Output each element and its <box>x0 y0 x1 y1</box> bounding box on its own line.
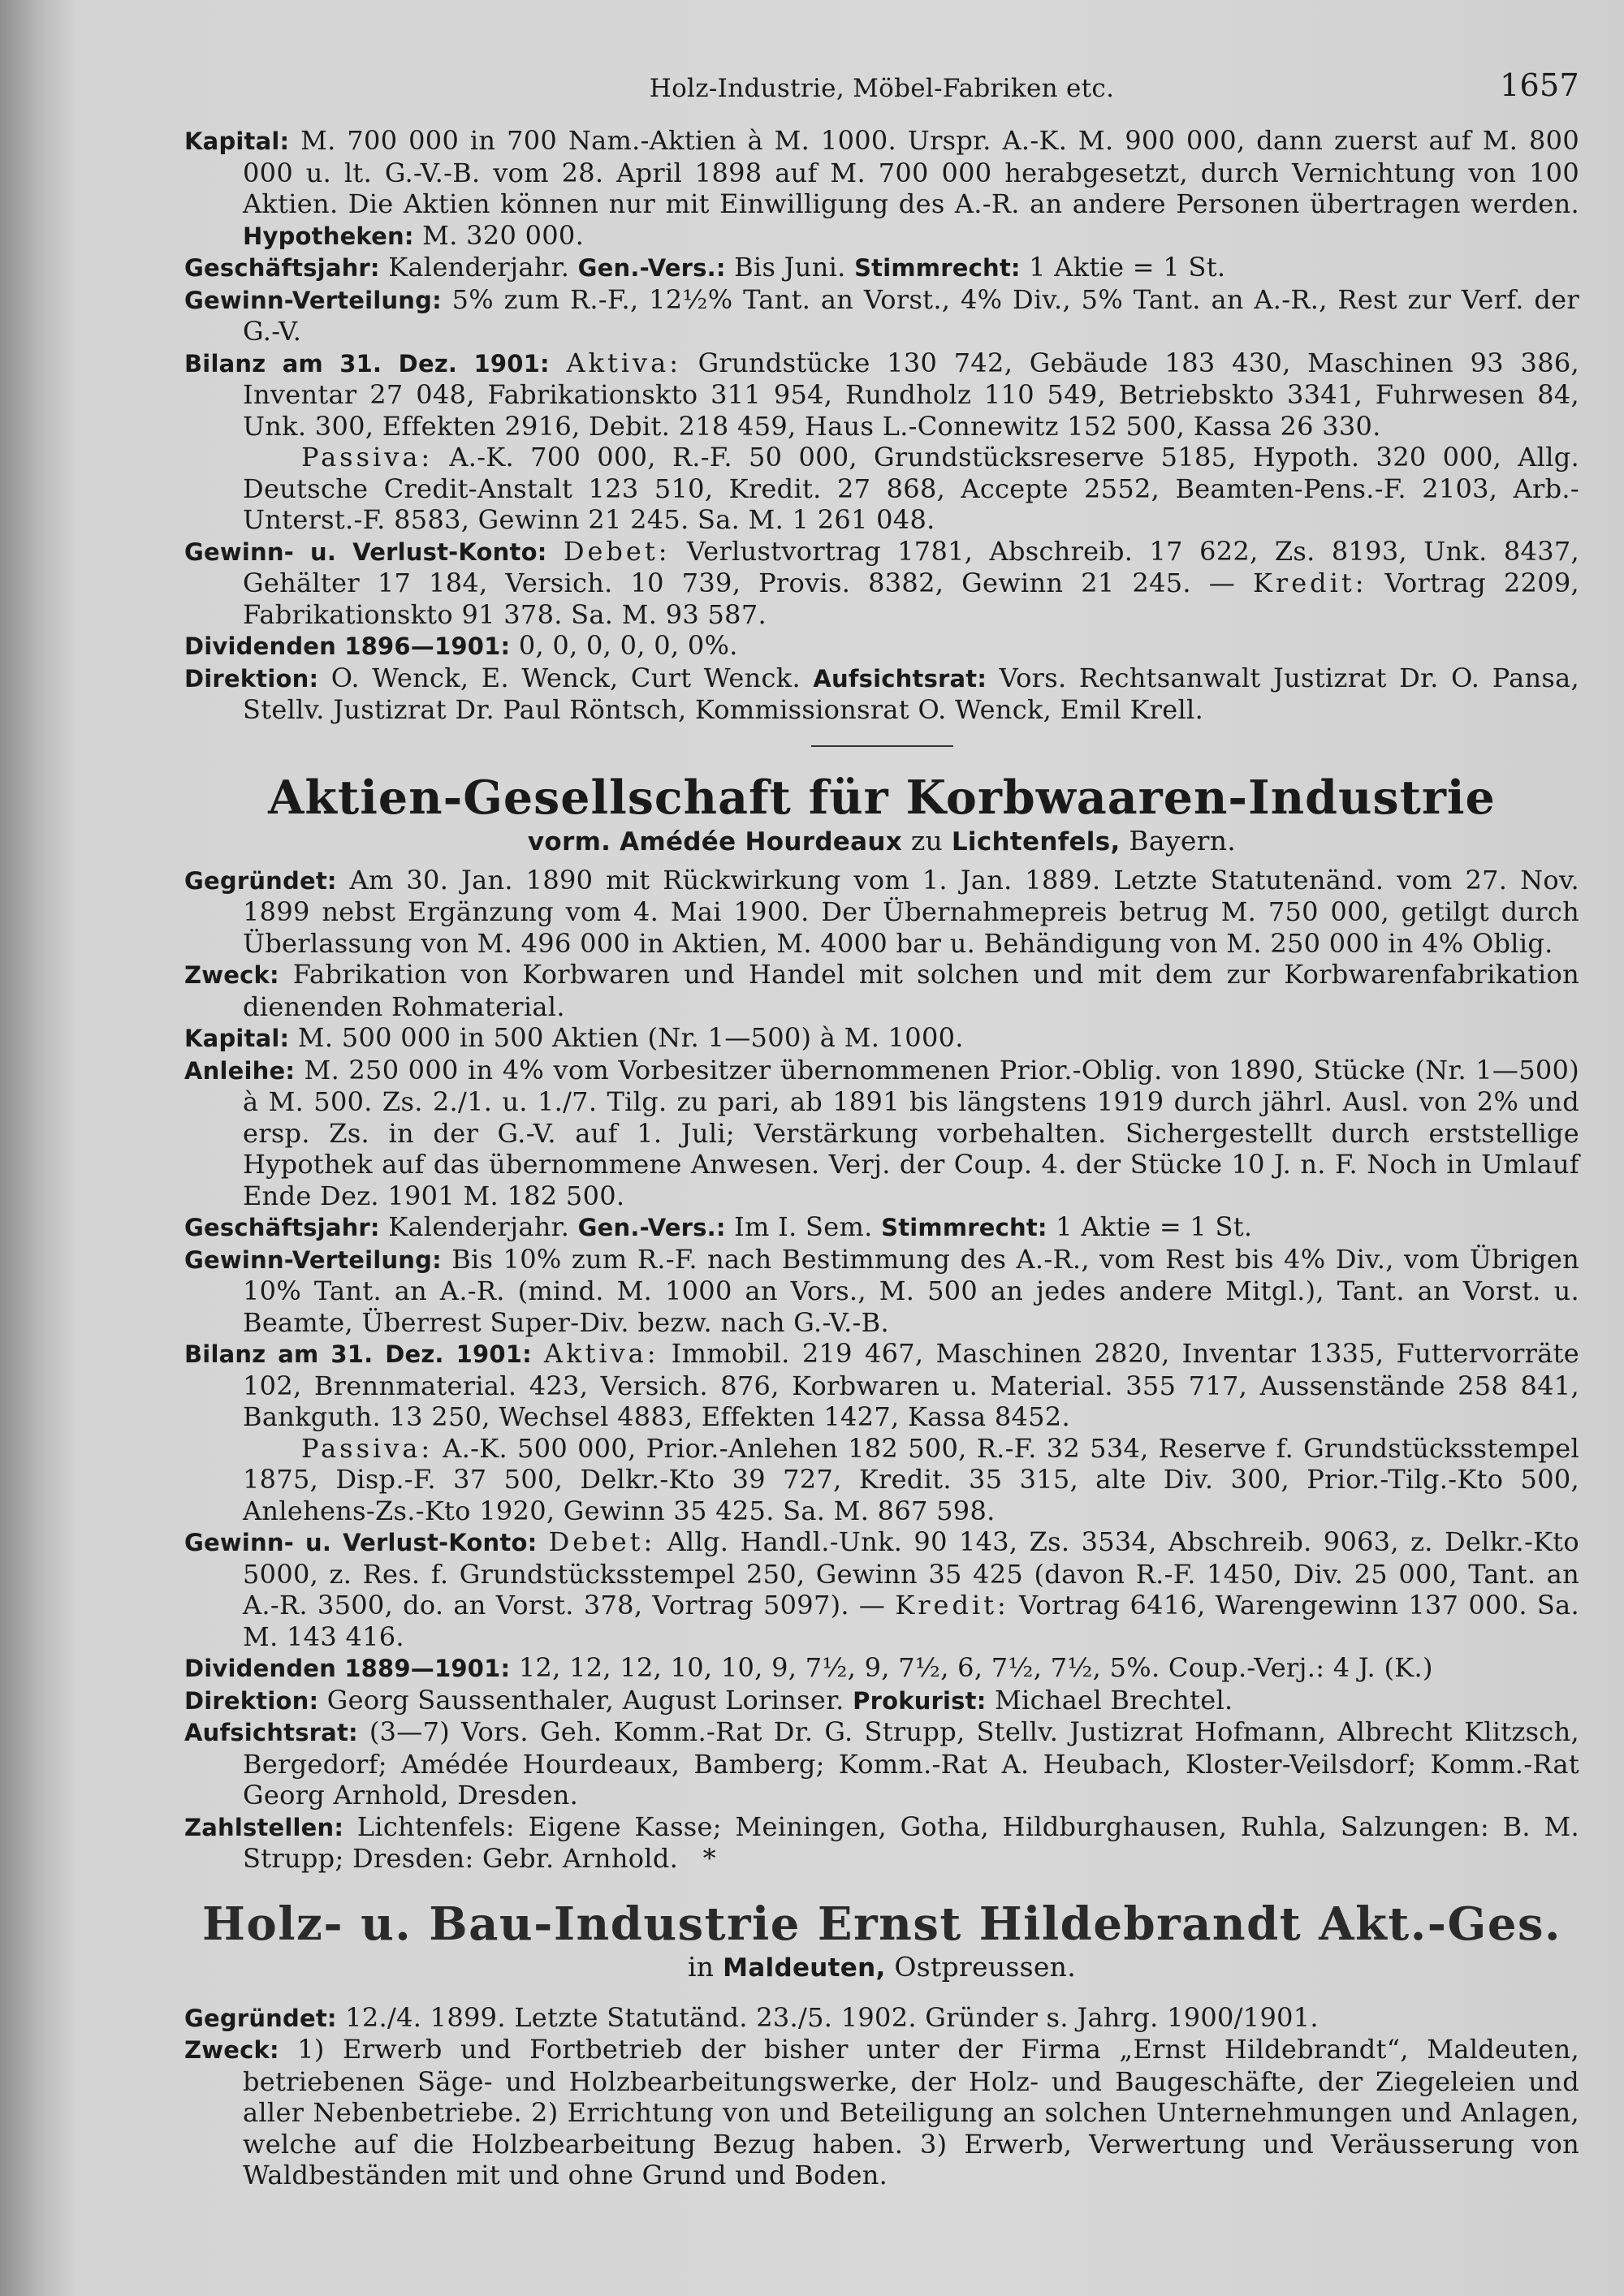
text-stimmrecht: 1 Aktie = 1 St. <box>1029 252 1226 283</box>
label-kapital: Kapital: <box>184 1025 290 1052</box>
text-aktiva: Immobil. 219 467, Maschinen 2820, Inventar 1335, Futtervorräte 102, Brennmaterial. 423, Versich. 876, Korbwaren u. Material. 355 717, Aussenstände 258 841, Bankguth. 13 250, Wechsel 4883, Effekten 1427, Kassa 8452. <box>243 1338 1579 1432</box>
subtitle-name: Amédée Hourdeaux <box>620 826 903 857</box>
label-passiva: Passiva: <box>301 1432 434 1464</box>
label-guv: Gewinn- u. Verlust-Konto: <box>184 537 547 566</box>
text-gewinn-verteilung: Bis 10% zum R.-F. nach Bestimmung des A.-R., vom Rest bis 4% Div., vom Übrigen 10% Tant. an A.-R. (mind. M. 1000 an Vors., M. 500 an jedes andere Mitgl.), Tant. an Vorst. u. Beamte, Überrest Super-Div. bezw. nach G.-V.-B. <box>243 1243 1579 1338</box>
entry-kapital <box>184 125 1579 252</box>
entry-direktion <box>184 662 1579 726</box>
text-geschaeftsjahr: Kalenderjahr. <box>388 252 570 283</box>
label-direktion: Direktion: <box>184 1686 319 1715</box>
label-gegruendet: Gegründet: <box>184 2004 337 2032</box>
company-subtitle <box>184 825 1579 858</box>
label-kredit: Kredit: <box>895 1590 1009 1621</box>
entry-zweck <box>184 959 1579 1022</box>
label-gewinn-verteilung: Gewinn-Verteilung: <box>184 1245 442 1274</box>
section-divider <box>811 745 953 747</box>
label-debet: Debet: <box>563 535 671 567</box>
text-kredit: Vortrag 6416, Warengewinn 137 000. Sa. M. 143 416. <box>243 1590 1579 1652</box>
entry-guv <box>184 536 1579 631</box>
label-aufsichtsrat: Aufsichtsrat: <box>184 1719 358 1746</box>
text-gegruendet: Am 30. Jan. 1890 mit Rückwirkung vom 1. Jan. 1889. Letzte Statutenänd. vom 27. Nov. 1899 nebst Ergänzung vom 4. Mai 1900. Der Übernahmepreis betrug M. 750 000, getilgt durch Überlassung von M. 496 000 in Aktien, M. 4000 bar u. Behändigung von M. 250 000 in 4% Oblig. <box>243 864 1579 959</box>
text-kredit: Vortrag 2209, Fabrikationskto 91 378. Sa. M. 93 587. <box>243 568 1579 630</box>
label-dividenden: Dividenden 1889—1901: <box>184 1655 511 1682</box>
entry-bilanz <box>184 347 1579 442</box>
entry-zahlstellen <box>184 1811 1579 1875</box>
text-dividenden: 12, 12, 12, 10, 10, 9, 7½, 9, 7½, 6, 7½, 7½, 5%. Coup.-Verj.: 4 J. (K.) <box>518 1652 1433 1683</box>
entry-passiva <box>184 442 1579 536</box>
book-page <box>45 0 1624 2296</box>
text-zweck: Fabrikation von Korbwaren und Handel mit solchen und mit dem zur Korbwarenfabrikation dienenden Rohmaterial. <box>243 959 1580 1022</box>
subtitle-zu: zu <box>910 824 944 857</box>
text-stimmrecht: 1 Aktie = 1 St. <box>1056 1211 1253 1242</box>
label-aktiva: Aktiva: <box>566 347 681 378</box>
label-gegruendet: Gegründet: <box>184 866 337 895</box>
entry-gewinn-verteilung <box>184 284 1579 347</box>
label-bilanz: Bilanz am 31. Dez. 1901: <box>184 349 550 378</box>
subtitle-in: in <box>687 1950 715 1983</box>
label-aktiva: Aktiva: <box>544 1338 659 1369</box>
label-geschaeftsjahr: Geschäftsjahr: <box>184 1214 380 1241</box>
text-anleihe: M. 250 000 in 4% vom Vorbesitzer übernommenen Prior.-Oblig. von 1890, Stücke (Nr. 1—500) à M. 500. Zs. 2./1. u. 1./7. Tilg. zu pari, ab 1891 bis längstens 1919 durch jährl. Ausl. von 2% und ersp. Zs. in der G.-V. auf 1. Juli; Verstärkung vorbehalten. Sichergestellt durch erststellige Hypothek auf das übernommene Anwesen. Verj. der Coup. 4. der Stücke 10 J. n. F. Noch in Umlauf Ende Dez. 1901 M. 182 500. <box>243 1054 1579 1211</box>
label-anleihe: Anleihe: <box>184 1056 296 1085</box>
entry-dividenden <box>184 630 1579 662</box>
entry-gegruendet <box>184 865 1579 960</box>
label-dividenden: Dividenden 1896—1901: <box>184 632 511 660</box>
company-subtitle <box>184 1951 1579 1984</box>
label-zahlstellen: Zahlstellen: <box>184 1813 344 1841</box>
running-title: Holz-Industrie, Möbel-Fabriken etc. <box>649 74 1115 103</box>
label-prokurist: Prokurist: <box>853 1686 987 1715</box>
text-gegruendet: 12./4. 1899. Letzte Statutänd. 23./5. 1902. Gründer s. Jahrg. 1900/1901. <box>345 2001 1319 2033</box>
page-content <box>184 67 1580 2191</box>
label-stimmrecht: Stimmrecht: <box>854 254 1021 282</box>
text-dividenden: 0, 0, 0, 0, 0, 0%. <box>518 630 738 661</box>
label-direktion: Direktion: <box>184 664 319 693</box>
text-gen-vers: Bis Juni. <box>734 252 846 283</box>
entry-dividenden-2 <box>184 1652 1579 1685</box>
label-hypotheken: Hypotheken: <box>243 222 414 250</box>
text-passiva: A.-K. 500 000, Prior.-Anlehen 182 500, R.-F. 32 534, Reserve f. Grundstücksstempel 1875, Disp.-F. 37 500, Delkr.-Kto 39 727, Kredit. 35 315, alte Div. 300, Prior.-Tilg.-Kto 500, Anlehens-Zs.-Kto 1920, Gewinn 35 425. Sa. M. 867 598. <box>243 1432 1579 1526</box>
company-title: Holz- u. Bau-Industrie Ernst Hildebrandt Akt.-Ges. <box>202 1897 1561 1951</box>
subtitle-city: Maldeuten, <box>723 1953 886 1983</box>
label-gen-vers: Gen.-Vers.: <box>577 254 726 282</box>
entry-anleihe <box>184 1055 1579 1212</box>
label-zweck: Zweck: <box>184 2036 279 2064</box>
text-debet: Verlustvortrag 1781, Abschreib. 17 622, Zs. 8193, Unk. 8437, Gehälter 17 184, Versich. 10 739, Provis. 8382, Gewinn 21 245. — <box>243 535 1579 598</box>
label-stimmrecht: Stimmrecht: <box>881 1214 1047 1241</box>
text-kapital: M. 700 000 in 700 Nam.-Aktien à M. 1000. Urspr. A.-K. M. 900 000, dann zuerst auf M. 800 000 u. lt. G.-V.-B. vom 28. April 1898 auf M. 700 000 herabgesetzt, durch Vernichtung von 100 Aktien. Die Aktien können nur mit Einwilligung des A.-R. an andere Personen übertragen werden. <box>243 125 1579 219</box>
subtitle-region: Ostpreussen. <box>894 1950 1077 1983</box>
text-gen-vers: Im I. Sem. <box>734 1211 873 1242</box>
page-number: 1657 <box>1500 67 1579 103</box>
label-kapital: Kapital: <box>184 127 290 155</box>
entry-guv-2 <box>184 1526 1579 1652</box>
subtitle-vorm: vorm. <box>527 826 611 857</box>
entry-geschaeftsjahr <box>184 252 1579 284</box>
subtitle-region: Bayern. <box>1129 824 1237 857</box>
text-zweck: 1) Erwerb und Fortbetrieb der bisher unter der Firma „Ernst Hildebrandt“, Maldeuten, betriebenen Säge- und Holzbearbeitungswerke, der Holz- und Baugeschäfte, der Ziegeleien und aller Nebenbetriebe. 2) Errichtung von und Beteiligung an solchen Unternehmungen und Anlagen, welche auf die Holzbearbeitung Bezug haben. 3) Erwerb, Verwertung und Veräusserung von Waldbeständen mit und ohne Grund und Boden. <box>243 2034 1579 2190</box>
text-prokurist: Michael Brechtel. <box>994 1684 1233 1716</box>
asterisk-mark: * <box>702 1843 716 1874</box>
label-gewinn-verteilung: Gewinn-Verteilung: <box>184 286 442 314</box>
label-aufsichtsrat: Aufsichtsrat: <box>813 664 987 693</box>
label-kredit: Kredit: <box>1253 568 1367 598</box>
text-zahlstellen: Lichtenfels: Eigene Kasse; Meiningen, Gotha, Hildburghausen, Ruhla, Salzungen: B. M. Strupp; Dresden: Gebr. Arnhold. <box>243 1810 1579 1874</box>
label-guv: Gewinn- u. Verlust-Konto: <box>184 1529 538 1556</box>
label-debet: Debet: <box>548 1526 656 1557</box>
entry-bilanz-2 <box>184 1338 1579 1433</box>
entry-aufsichtsrat-2 <box>184 1716 1579 1811</box>
text-direktion: O. Wenck, E. Wenck, Curt Wenck. <box>330 662 801 693</box>
running-head <box>184 67 1579 125</box>
text-passiva: A.-K. 700 000, R.-F. 50 000, Grundstücksreserve 5185, Hypoth. 320 000, Allg. Deutsche Credit-Anstalt 123 510, Kredit. 27 868, Accepte 2552, Beamten-Pens.-F. 2103, Arb.-Unterst.-F. 8583, Gewinn 21 245. Sa. M. 1 261 048. <box>243 442 1579 535</box>
entry-gewinn-verteilung-2 <box>184 1244 1579 1339</box>
label-passiva: Passiva: <box>301 442 434 473</box>
text-aufsichtsrat: Vors. Rechtsanwalt Justizrat Dr. O. Pansa, Stellv. Justizrat Dr. Paul Röntsch, Kommissionsrat O. Wenck, Emil Krell. <box>243 662 1579 725</box>
label-gen-vers: Gen.-Vers.: <box>577 1214 726 1241</box>
text-aktiva: Grundstücke 130 742, Gebäude 183 430, Maschinen 93 386, Inventar 27 048, Fabrikationskto 311 954, Rundholz 110 549, Betriebskto 3341, Fuhrwesen 84, Unk. 300, Effekten 2916, Debit. 218 459, Haus L.-Connewitz 152 500, Kassa 26 330. <box>243 347 1579 442</box>
text-gewinn-verteilung: 5% zum R.-F., 12½% Tant. an Vorst., 4% Div., 5% Tant. an A.-R., Rest zur Verf. der G.-V. <box>243 283 1579 347</box>
label-zweck: Zweck: <box>184 961 279 989</box>
text-aufsichtsrat: (3—7) Vors. Geh. Komm.-Rat Dr. G. Strupp, Stellv. Justizrat Hofmann, Albrecht Klitzsch, Bergedorf; Amédée Hourdeaux, Bamberg; Komm.-Rat A. Heubach, Kloster-Veilsdorf; Komm.-Rat Georg Arnhold, Dresden. <box>243 1716 1579 1810</box>
entry-zweck-3 <box>184 2034 1579 2191</box>
entry-gegruendet-3 <box>184 2002 1579 2035</box>
text-kapital: M. 500 000 in 500 Aktien (Nr. 1—500) à M. 1000. <box>297 1022 964 1053</box>
text-geschaeftsjahr: Kalenderjahr. <box>388 1211 570 1242</box>
text-debet: Allg. Handl.-Unk. 90 143, Zs. 3534, Abschreib. 9063, z. Delkr.-Kto 5000, z. Res. f. Grundstücksstempel 250, Gewinn 35 425 (davon R.-F. 1450, Div. 25 000, Tant. an A.-R. 3500, do. an Vorst. 378, Vortrag 5097). — <box>243 1526 1579 1621</box>
label-geschaeftsjahr: Geschäftsjahr: <box>184 254 380 282</box>
entry-geschaeftsjahr-2 <box>184 1211 1579 1244</box>
book-gutter <box>0 0 45 2296</box>
entry-passiva-2 <box>184 1433 1579 1527</box>
entry-direktion-2 <box>184 1685 1579 1717</box>
text-hypotheken: M. 320 000. <box>422 219 585 251</box>
label-bilanz: Bilanz am 31. Dez. 1901: <box>184 1340 532 1368</box>
text-direktion: Georg Saussenthaler, August Lorinser. <box>326 1684 844 1716</box>
subtitle-city: Lichtenfels, <box>951 826 1121 857</box>
entry-kapital-2 <box>184 1022 1579 1055</box>
company-title: Aktien-Gesellschaft für Korbwaaren-Industrie <box>268 770 1496 825</box>
